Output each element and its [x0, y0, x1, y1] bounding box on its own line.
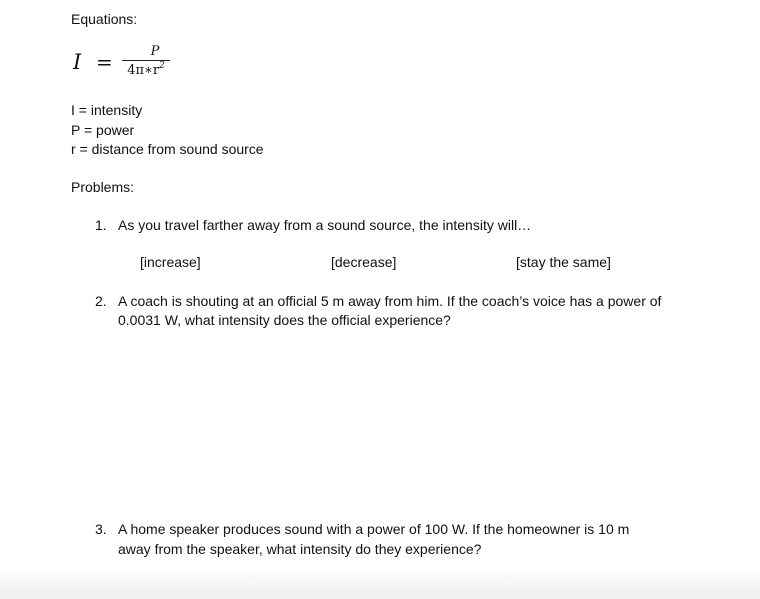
- problems-heading: Problems:: [71, 179, 135, 195]
- formula-denominator-wrap: [122, 63, 170, 78]
- problem-1-text: As you travel farther away from a sound source, the intensity will…: [118, 217, 532, 233]
- formula-numerator: P: [150, 44, 160, 59]
- problem-2-line-1: A coach is shouting at an official 5 m away from him. If the coach’s voice has a power of: [118, 293, 662, 309]
- formula-equals: =: [96, 50, 113, 74]
- definition-power: P = power: [71, 122, 135, 138]
- problem-3-number: 3.: [95, 521, 107, 537]
- problem-3-line-1: A home speaker produces sound with a power of 100 W. If the homeowner is 10 m: [118, 521, 630, 537]
- definition-distance: r = distance from sound source: [71, 141, 264, 157]
- choice-decrease: [decrease]: [331, 254, 397, 270]
- problem-1-number: 1.: [95, 217, 107, 233]
- problem-3-line-2: away from the speaker, what intensity do they experience?: [118, 541, 482, 557]
- choice-increase: [increase]: [140, 254, 201, 270]
- formula-fraction: [122, 44, 170, 78]
- formula-denominator: 4π∗r: [127, 63, 160, 78]
- equations-heading: Equations:: [71, 11, 138, 27]
- formula-lhs: I: [73, 50, 82, 74]
- formula-exponent: 2: [159, 61, 165, 71]
- bottom-shadow: [0, 567, 760, 599]
- definition-intensity: I = intensity: [71, 102, 143, 118]
- choice-stay-the-same: [stay the same]: [516, 254, 611, 270]
- problem-2-line-2: 0.0031 W, what intensity does the official experience?: [118, 312, 451, 328]
- problem-2-number: 2.: [95, 293, 107, 309]
- intensity-formula: [70, 44, 180, 88]
